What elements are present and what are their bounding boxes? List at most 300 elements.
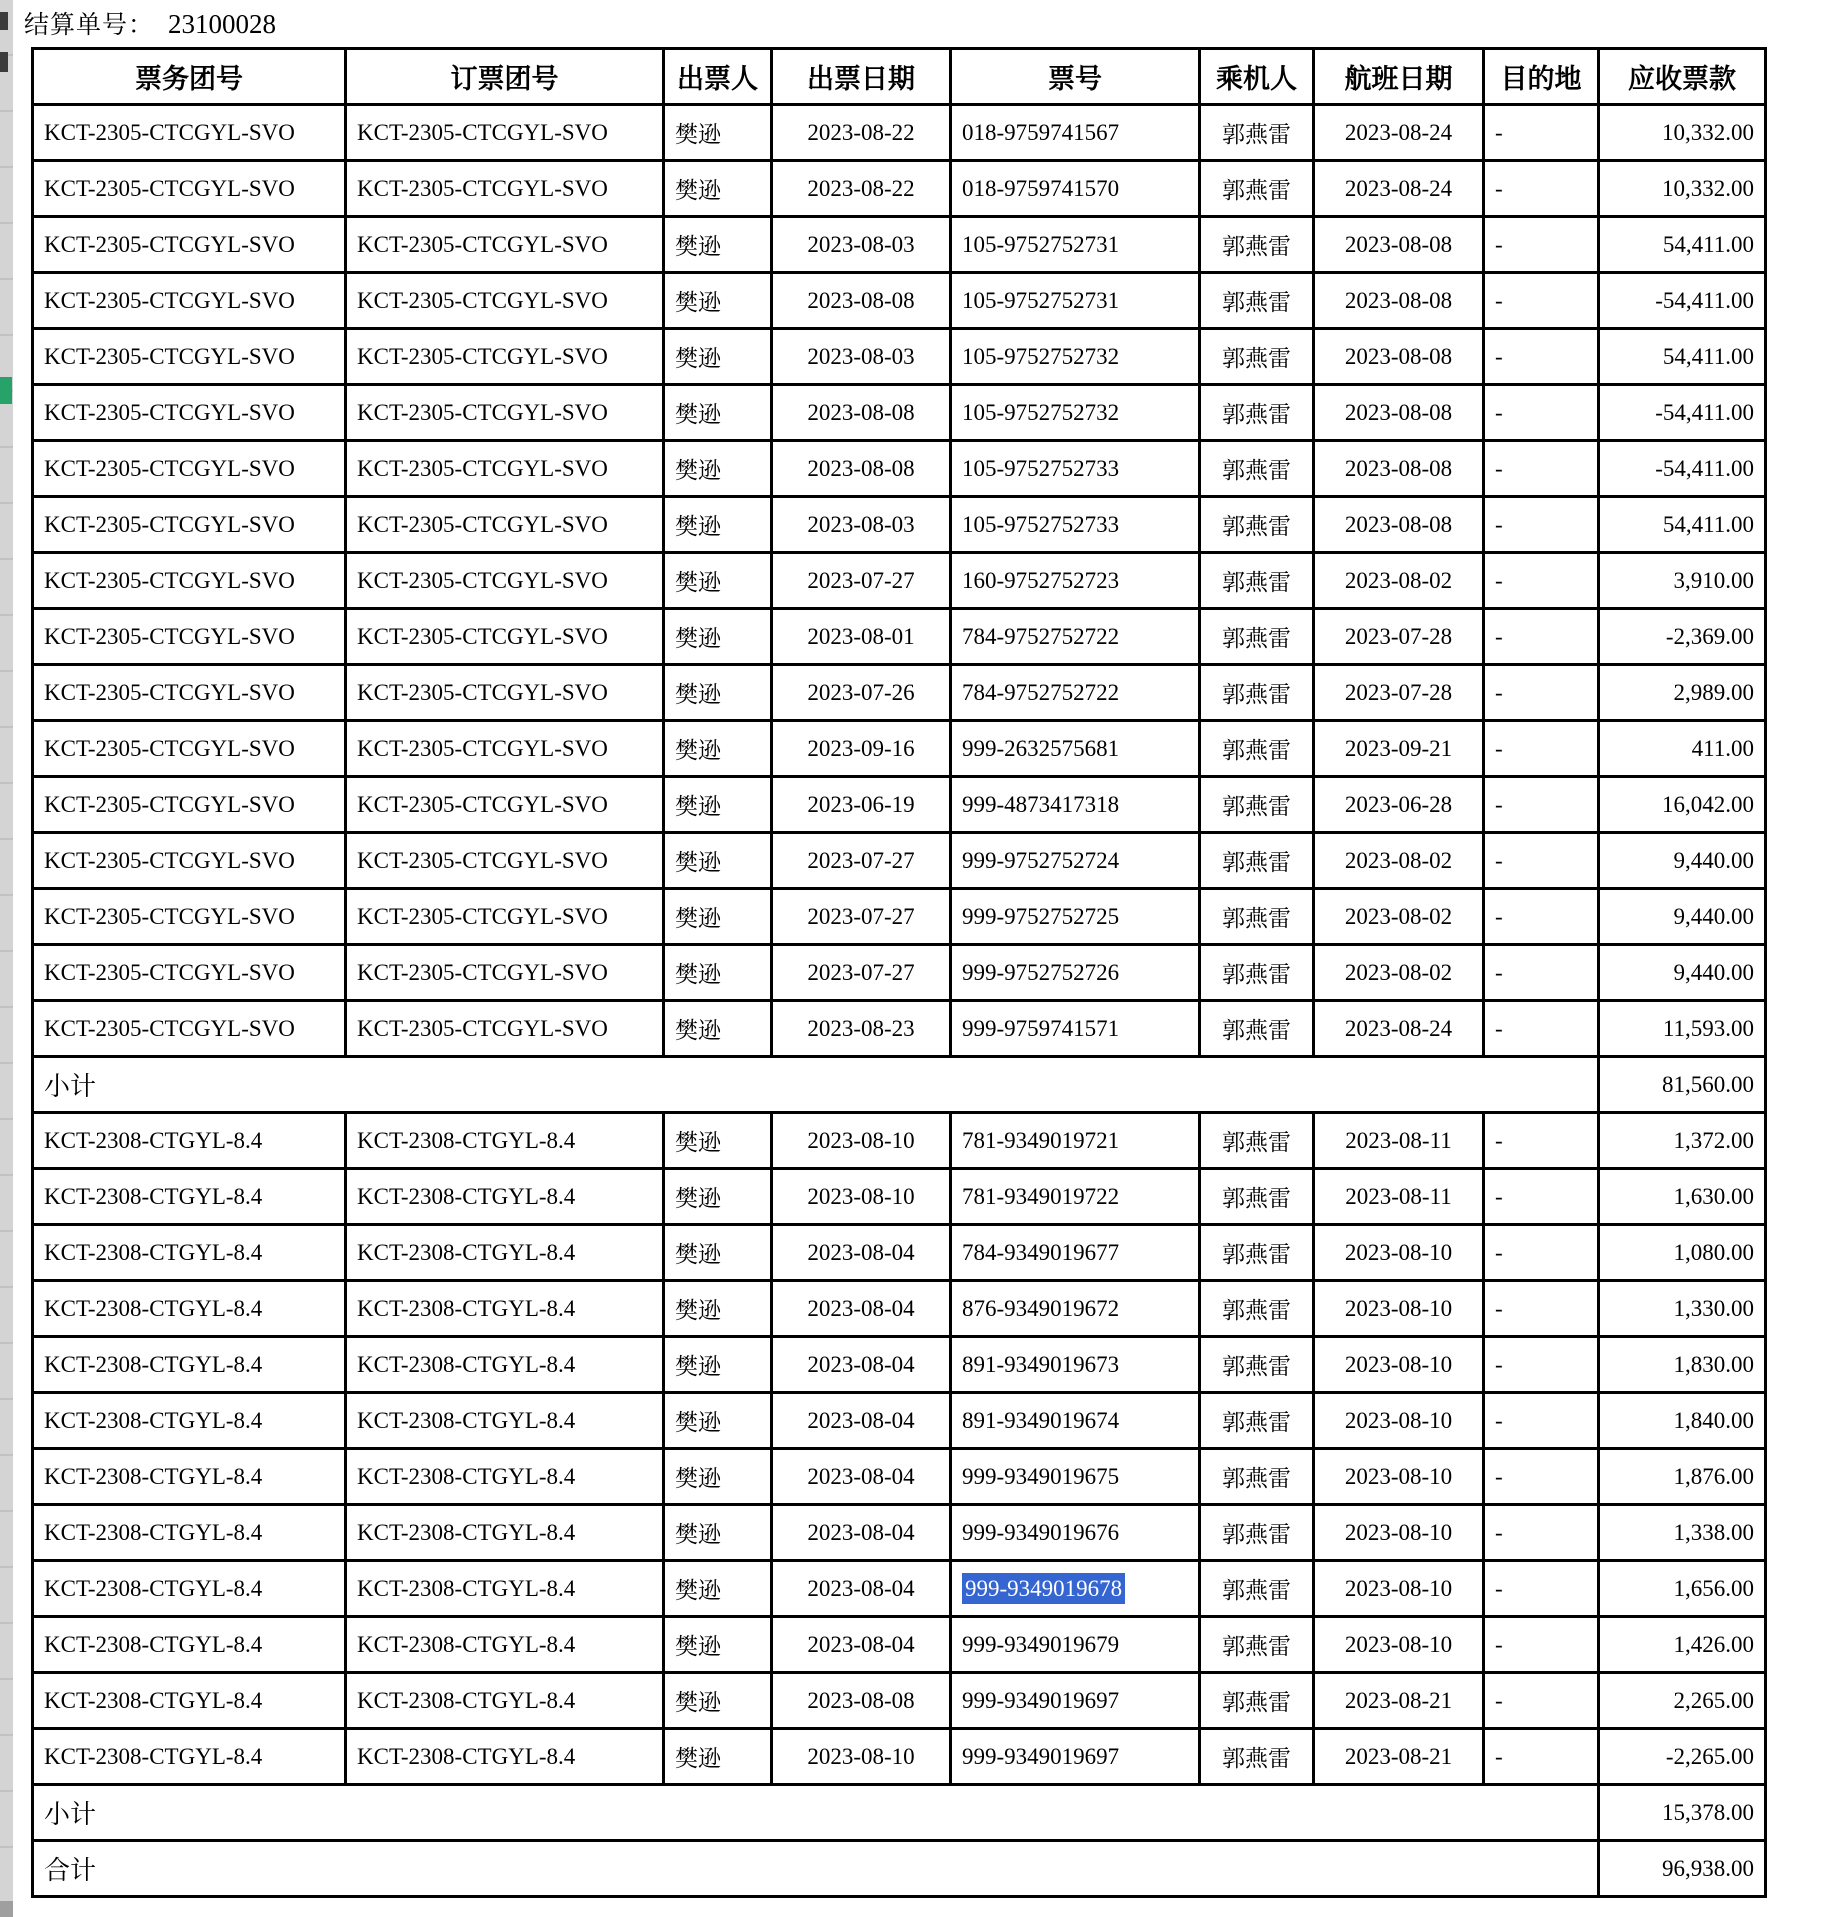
- cell-flight-date[interactable]: 2023-08-02: [1314, 833, 1484, 889]
- cell-ticket-no[interactable]: 781-9349019722: [951, 1169, 1200, 1225]
- cell-destination[interactable]: -: [1484, 161, 1599, 217]
- cell-passenger[interactable]: 郭燕雷: [1200, 1225, 1314, 1281]
- cell-ticket-group-no[interactable]: KCT-2305-CTCGYL-SVO: [33, 105, 346, 161]
- cell-booking-group-no[interactable]: KCT-2305-CTCGYL-SVO: [346, 105, 664, 161]
- table-row: [33, 385, 1766, 441]
- cell-passenger[interactable]: 郭燕雷: [1200, 1673, 1314, 1729]
- cell-ticket-no[interactable]: 876-9349019672: [951, 1281, 1200, 1337]
- cell-booking-group-no[interactable]: KCT-2308-CTGYL-8.4: [346, 1281, 664, 1337]
- cell-ticket-no[interactable]: 160-9752752723: [951, 553, 1200, 609]
- cell-destination[interactable]: -: [1484, 273, 1599, 329]
- cell-amount[interactable]: 54,411.00: [1599, 217, 1766, 273]
- cell-destination[interactable]: -: [1484, 553, 1599, 609]
- cell-amount[interactable]: 1,840.00: [1599, 1393, 1766, 1449]
- cell-booking-group-no[interactable]: KCT-2308-CTGYL-8.4: [346, 1225, 664, 1281]
- cell-booking-group-no[interactable]: KCT-2308-CTGYL-8.4: [346, 1393, 664, 1449]
- cell-destination[interactable]: -: [1484, 777, 1599, 833]
- cell-flight-date[interactable]: 2023-08-24: [1314, 105, 1484, 161]
- cell-ticket-group-no[interactable]: KCT-2308-CTGYL-8.4: [33, 1617, 346, 1673]
- cell-flight-date[interactable]: 2023-06-28: [1314, 777, 1484, 833]
- cell-destination[interactable]: -: [1484, 665, 1599, 721]
- cell-issue-date[interactable]: 2023-08-04: [772, 1505, 951, 1561]
- cell-booking-group-no[interactable]: KCT-2305-CTCGYL-SVO: [346, 777, 664, 833]
- column-header-flight-date[interactable]: 航班日期: [1314, 49, 1484, 105]
- cell-passenger[interactable]: 郭燕雷: [1200, 1337, 1314, 1393]
- cell-passenger[interactable]: 郭燕雷: [1200, 441, 1314, 497]
- table-row: [33, 1281, 1766, 1337]
- cell-destination[interactable]: -: [1484, 217, 1599, 273]
- background-glyph-fragment: [0, 12, 8, 30]
- cell-passenger[interactable]: 郭燕雷: [1200, 385, 1314, 441]
- table-row: [33, 1673, 1766, 1729]
- cell-flight-date[interactable]: 2023-08-10: [1314, 1505, 1484, 1561]
- cell-flight-date[interactable]: 2023-07-28: [1314, 609, 1484, 665]
- cell-amount[interactable]: 1,080.00: [1599, 1225, 1766, 1281]
- column-header-passenger[interactable]: 乘机人: [1200, 49, 1314, 105]
- table-row: [33, 273, 1766, 329]
- cell-flight-date[interactable]: 2023-08-10: [1314, 1281, 1484, 1337]
- cell-issuer[interactable]: 樊逊: [664, 329, 772, 385]
- cell-booking-group-no[interactable]: KCT-2305-CTCGYL-SVO: [346, 273, 664, 329]
- cell-passenger[interactable]: 郭燕雷: [1200, 1449, 1314, 1505]
- cell-destination[interactable]: -: [1484, 1505, 1599, 1561]
- cell-issue-date[interactable]: 2023-08-08: [772, 1673, 951, 1729]
- cell-passenger[interactable]: 郭燕雷: [1200, 609, 1314, 665]
- background-strip-bottom: [0, 1901, 13, 1917]
- cell-passenger[interactable]: 郭燕雷: [1200, 665, 1314, 721]
- cell-destination[interactable]: -: [1484, 1225, 1599, 1281]
- cell-destination[interactable]: -: [1484, 721, 1599, 777]
- cell-issuer[interactable]: 樊逊: [664, 1001, 772, 1057]
- cell-ticket-group-no[interactable]: KCT-2308-CTGYL-8.4: [33, 1281, 346, 1337]
- cell-passenger[interactable]: 郭燕雷: [1200, 1113, 1314, 1169]
- cell-issuer[interactable]: 樊逊: [664, 1281, 772, 1337]
- cell-booking-group-no[interactable]: KCT-2308-CTGYL-8.4: [346, 1729, 664, 1785]
- cell-issuer[interactable]: 樊逊: [664, 385, 772, 441]
- settlement-number-value: 23100028: [168, 9, 277, 39]
- cell-issue-date[interactable]: 2023-07-27: [772, 553, 951, 609]
- cell-destination[interactable]: -: [1484, 1169, 1599, 1225]
- cell-passenger[interactable]: 郭燕雷: [1200, 1001, 1314, 1057]
- column-header-ticket-no[interactable]: 票号: [951, 49, 1200, 105]
- cell-amount[interactable]: 1,830.00: [1599, 1337, 1766, 1393]
- cell-issuer[interactable]: 樊逊: [664, 665, 772, 721]
- cell-booking-group-no[interactable]: KCT-2305-CTCGYL-SVO: [346, 889, 664, 945]
- cell-flight-date[interactable]: 2023-08-10: [1314, 1393, 1484, 1449]
- cell-issue-date[interactable]: 2023-08-03: [772, 329, 951, 385]
- cell-issue-date[interactable]: 2023-07-27: [772, 945, 951, 1001]
- cell-booking-group-no[interactable]: KCT-2305-CTCGYL-SVO: [346, 217, 664, 273]
- cell-issue-date[interactable]: 2023-08-04: [772, 1561, 951, 1617]
- cell-destination[interactable]: -: [1484, 1281, 1599, 1337]
- cell-amount[interactable]: 11,593.00: [1599, 1001, 1766, 1057]
- cell-ticket-no[interactable]: 999-9349019679: [951, 1617, 1200, 1673]
- cell-issuer[interactable]: 樊逊: [664, 721, 772, 777]
- cell-issuer[interactable]: 樊逊: [664, 1225, 772, 1281]
- cell-ticket-group-no[interactable]: KCT-2305-CTCGYL-SVO: [33, 497, 346, 553]
- cell-passenger[interactable]: 郭燕雷: [1200, 161, 1314, 217]
- cell-flight-date[interactable]: 2023-08-02: [1314, 553, 1484, 609]
- cell-issuer[interactable]: 樊逊: [664, 1393, 772, 1449]
- cell-ticket-group-no[interactable]: KCT-2305-CTCGYL-SVO: [33, 385, 346, 441]
- cell-ticket-group-no[interactable]: KCT-2305-CTCGYL-SVO: [33, 889, 346, 945]
- cell-passenger[interactable]: 郭燕雷: [1200, 1561, 1314, 1617]
- table-row: [33, 1113, 1766, 1169]
- cell-passenger[interactable]: 郭燕雷: [1200, 497, 1314, 553]
- cell-destination[interactable]: -: [1484, 1729, 1599, 1785]
- background-green-mark: [0, 377, 12, 404]
- cell-flight-date[interactable]: 2023-08-02: [1314, 889, 1484, 945]
- total-row-amount[interactable]: 96,938.00: [1599, 1841, 1766, 1897]
- cell-ticket-no[interactable]: 105-9752752732: [951, 329, 1200, 385]
- column-header-destination[interactable]: 目的地: [1484, 49, 1599, 105]
- cell-issue-date[interactable]: 2023-06-19: [772, 777, 951, 833]
- cell-passenger[interactable]: 郭燕雷: [1200, 217, 1314, 273]
- subtotal-row-amount[interactable]: 81,560.00: [1599, 1057, 1766, 1113]
- cell-booking-group-no[interactable]: KCT-2308-CTGYL-8.4: [346, 1673, 664, 1729]
- cell-passenger[interactable]: 郭燕雷: [1200, 329, 1314, 385]
- cell-issue-date[interactable]: 2023-07-27: [772, 889, 951, 945]
- cell-destination[interactable]: -: [1484, 497, 1599, 553]
- cell-issue-date[interactable]: 2023-08-08: [772, 441, 951, 497]
- settlement-number-label: 结算单号：: [24, 11, 155, 39]
- cell-amount[interactable]: 1,426.00: [1599, 1617, 1766, 1673]
- cell-ticket-no[interactable]: 999-9349019676: [951, 1505, 1200, 1561]
- cell-issue-date[interactable]: 2023-08-23: [772, 1001, 951, 1057]
- cell-issue-date[interactable]: 2023-08-10: [772, 1729, 951, 1785]
- cell-passenger[interactable]: 郭燕雷: [1200, 1505, 1314, 1561]
- cell-flight-date[interactable]: 2023-08-08: [1314, 497, 1484, 553]
- cell-issuer[interactable]: 樊逊: [664, 609, 772, 665]
- cell-issue-date[interactable]: 2023-08-04: [772, 1225, 951, 1281]
- cell-ticket-no[interactable]: 105-9752752733: [951, 441, 1200, 497]
- column-header-issue-date[interactable]: 出票日期: [772, 49, 951, 105]
- cell-passenger[interactable]: 郭燕雷: [1200, 1281, 1314, 1337]
- cell-ticket-group-no[interactable]: KCT-2305-CTCGYL-SVO: [33, 161, 346, 217]
- subtotal-row-label[interactable]: 小计: [33, 1057, 1599, 1113]
- cell-flight-date[interactable]: 2023-07-28: [1314, 665, 1484, 721]
- cell-ticket-group-no[interactable]: KCT-2308-CTGYL-8.4: [33, 1225, 346, 1281]
- subtotal-row-amount[interactable]: 15,378.00: [1599, 1785, 1766, 1841]
- cell-amount[interactable]: 1,656.00: [1599, 1561, 1766, 1617]
- cell-passenger[interactable]: 郭燕雷: [1200, 889, 1314, 945]
- table-row: [33, 217, 1766, 273]
- cell-ticket-no[interactable]: 784-9752752722: [951, 665, 1200, 721]
- cell-ticket-no[interactable]: 999-9752752726: [951, 945, 1200, 1001]
- cell-issuer[interactable]: 樊逊: [664, 1617, 772, 1673]
- table-row: [33, 833, 1766, 889]
- table-row: [33, 777, 1766, 833]
- cell-amount[interactable]: 9,440.00: [1599, 889, 1766, 945]
- cell-passenger[interactable]: 郭燕雷: [1200, 1617, 1314, 1673]
- cell-flight-date[interactable]: 2023-08-21: [1314, 1673, 1484, 1729]
- cell-flight-date[interactable]: 2023-08-08: [1314, 329, 1484, 385]
- cell-flight-date[interactable]: 2023-08-11: [1314, 1113, 1484, 1169]
- cell-issue-date[interactable]: 2023-08-04: [772, 1617, 951, 1673]
- cell-ticket-no[interactable]: 999-4873417318: [951, 777, 1200, 833]
- cell-amount[interactable]: 10,332.00: [1599, 161, 1766, 217]
- cell-destination[interactable]: -: [1484, 945, 1599, 1001]
- cell-ticket-group-no[interactable]: KCT-2305-CTCGYL-SVO: [33, 777, 346, 833]
- cell-ticket-group-no[interactable]: KCT-2305-CTCGYL-SVO: [33, 441, 346, 497]
- cell-issuer[interactable]: 樊逊: [664, 889, 772, 945]
- cell-ticket-group-no[interactable]: KCT-2308-CTGYL-8.4: [33, 1449, 346, 1505]
- cell-ticket-no[interactable]: 999-9752752724: [951, 833, 1200, 889]
- cell-ticket-no[interactable]: 018-9759741570: [951, 161, 1200, 217]
- cell-flight-date[interactable]: 2023-08-08: [1314, 217, 1484, 273]
- cell-flight-date[interactable]: 2023-08-02: [1314, 945, 1484, 1001]
- cell-ticket-no[interactable]: 784-9349019677: [951, 1225, 1200, 1281]
- cell-issue-date[interactable]: 2023-08-22: [772, 105, 951, 161]
- cell-issue-date[interactable]: 2023-08-04: [772, 1449, 951, 1505]
- cell-issuer[interactable]: 樊逊: [664, 553, 772, 609]
- cell-destination[interactable]: -: [1484, 329, 1599, 385]
- cell-passenger[interactable]: 郭燕雷: [1200, 553, 1314, 609]
- background-glyph-fragment: [0, 52, 8, 72]
- cell-booking-group-no[interactable]: KCT-2308-CTGYL-8.4: [346, 1449, 664, 1505]
- cell-amount[interactable]: -2,369.00: [1599, 609, 1766, 665]
- cell-flight-date[interactable]: 2023-08-21: [1314, 1729, 1484, 1785]
- cell-issuer[interactable]: 樊逊: [664, 217, 772, 273]
- cell-passenger[interactable]: 郭燕雷: [1200, 945, 1314, 1001]
- table-row: [33, 553, 1766, 609]
- cell-destination[interactable]: -: [1484, 1449, 1599, 1505]
- cell-issue-date[interactable]: 2023-08-04: [772, 1281, 951, 1337]
- cell-amount[interactable]: 1,330.00: [1599, 1281, 1766, 1337]
- cell-issuer[interactable]: 樊逊: [664, 777, 772, 833]
- cell-ticket-group-no[interactable]: KCT-2305-CTCGYL-SVO: [33, 609, 346, 665]
- cell-ticket-no[interactable]: 999-9759741571: [951, 1001, 1200, 1057]
- cell-booking-group-no[interactable]: KCT-2305-CTCGYL-SVO: [346, 945, 664, 1001]
- cell-ticket-group-no[interactable]: KCT-2308-CTGYL-8.4: [33, 1673, 346, 1729]
- cell-booking-group-no[interactable]: KCT-2308-CTGYL-8.4: [346, 1561, 664, 1617]
- cell-destination[interactable]: -: [1484, 441, 1599, 497]
- cell-booking-group-no[interactable]: KCT-2305-CTCGYL-SVO: [346, 497, 664, 553]
- cell-ticket-group-no[interactable]: KCT-2305-CTCGYL-SVO: [33, 273, 346, 329]
- cell-passenger[interactable]: 郭燕雷: [1200, 273, 1314, 329]
- table-row: [33, 889, 1766, 945]
- cell-ticket-group-no[interactable]: KCT-2305-CTCGYL-SVO: [33, 217, 346, 273]
- column-header-issuer[interactable]: 出票人: [664, 49, 772, 105]
- cell-flight-date[interactable]: 2023-08-08: [1314, 273, 1484, 329]
- cell-issue-date[interactable]: 2023-08-10: [772, 1113, 951, 1169]
- table-row: [33, 721, 1766, 777]
- cell-booking-group-no[interactable]: KCT-2308-CTGYL-8.4: [346, 1505, 664, 1561]
- cell-ticket-group-no[interactable]: KCT-2305-CTCGYL-SVO: [33, 833, 346, 889]
- cell-ticket-group-no[interactable]: KCT-2305-CTCGYL-SVO: [33, 945, 346, 1001]
- cell-flight-date[interactable]: 2023-08-24: [1314, 1001, 1484, 1057]
- cell-amount[interactable]: 1,372.00: [1599, 1113, 1766, 1169]
- cell-amount[interactable]: 9,440.00: [1599, 945, 1766, 1001]
- cell-destination[interactable]: -: [1484, 385, 1599, 441]
- cell-booking-group-no[interactable]: KCT-2308-CTGYL-8.4: [346, 1113, 664, 1169]
- cell-ticket-group-no[interactable]: KCT-2308-CTGYL-8.4: [33, 1729, 346, 1785]
- cell-issue-date[interactable]: 2023-08-03: [772, 217, 951, 273]
- cell-issuer[interactable]: 樊逊: [664, 1561, 772, 1617]
- cell-destination[interactable]: -: [1484, 1673, 1599, 1729]
- cell-amount[interactable]: 1,876.00: [1599, 1449, 1766, 1505]
- cell-ticket-group-no[interactable]: KCT-2308-CTGYL-8.4: [33, 1113, 346, 1169]
- cell-ticket-no[interactable]: 105-9752752731: [951, 217, 1200, 273]
- cell-amount[interactable]: 16,042.00: [1599, 777, 1766, 833]
- cell-ticket-group-no[interactable]: KCT-2308-CTGYL-8.4: [33, 1337, 346, 1393]
- cell-ticket-no[interactable]: 999-9752752725: [951, 889, 1200, 945]
- cell-destination[interactable]: -: [1484, 889, 1599, 945]
- cell-amount[interactable]: 54,411.00: [1599, 329, 1766, 385]
- cell-issue-date[interactable]: 2023-09-16: [772, 721, 951, 777]
- table-row: [33, 1001, 1766, 1057]
- cell-destination[interactable]: -: [1484, 1617, 1599, 1673]
- cell-amount[interactable]: -54,411.00: [1599, 385, 1766, 441]
- cell-amount[interactable]: 1,630.00: [1599, 1169, 1766, 1225]
- cell-booking-group-no[interactable]: KCT-2305-CTCGYL-SVO: [346, 1001, 664, 1057]
- cell-issuer[interactable]: 樊逊: [664, 497, 772, 553]
- cell-booking-group-no[interactable]: KCT-2308-CTGYL-8.4: [346, 1169, 664, 1225]
- cell-destination[interactable]: -: [1484, 1561, 1599, 1617]
- cell-passenger[interactable]: 郭燕雷: [1200, 105, 1314, 161]
- cell-issuer[interactable]: 樊逊: [664, 161, 772, 217]
- cell-amount[interactable]: 2,265.00: [1599, 1673, 1766, 1729]
- cell-amount[interactable]: 411.00: [1599, 721, 1766, 777]
- cell-ticket-group-no[interactable]: KCT-2308-CTGYL-8.4: [33, 1169, 346, 1225]
- cell-destination[interactable]: -: [1484, 1113, 1599, 1169]
- cell-ticket-no[interactable]: 105-9752752731: [951, 273, 1200, 329]
- cell-ticket-no[interactable]: 105-9752752733: [951, 497, 1200, 553]
- cell-amount[interactable]: 54,411.00: [1599, 497, 1766, 553]
- cell-issue-date[interactable]: 2023-08-08: [772, 273, 951, 329]
- subtotal-row-label[interactable]: 小计: [33, 1785, 1599, 1841]
- cell-ticket-no[interactable]: [951, 1561, 1200, 1617]
- cell-ticket-no[interactable]: 781-9349019721: [951, 1113, 1200, 1169]
- cell-amount[interactable]: 9,440.00: [1599, 833, 1766, 889]
- cell-issuer[interactable]: 樊逊: [664, 105, 772, 161]
- cell-ticket-group-no[interactable]: KCT-2308-CTGYL-8.4: [33, 1505, 346, 1561]
- cell-flight-date[interactable]: 2023-08-08: [1314, 385, 1484, 441]
- cell-flight-date[interactable]: 2023-09-21: [1314, 721, 1484, 777]
- cell-ticket-group-no[interactable]: KCT-2305-CTCGYL-SVO: [33, 329, 346, 385]
- cell-amount[interactable]: -2,265.00: [1599, 1729, 1766, 1785]
- cell-flight-date[interactable]: 2023-08-10: [1314, 1337, 1484, 1393]
- cell-issuer[interactable]: 樊逊: [664, 833, 772, 889]
- cell-booking-group-no[interactable]: KCT-2305-CTCGYL-SVO: [346, 609, 664, 665]
- cell-ticket-group-no[interactable]: KCT-2308-CTGYL-8.4: [33, 1561, 346, 1617]
- cell-ticket-no[interactable]: 999-9349019697: [951, 1729, 1200, 1785]
- cell-ticket-group-no[interactable]: KCT-2305-CTCGYL-SVO: [33, 721, 346, 777]
- cell-destination[interactable]: -: [1484, 609, 1599, 665]
- cell-issue-date[interactable]: 2023-08-22: [772, 161, 951, 217]
- cell-issue-date[interactable]: 2023-08-04: [772, 1393, 951, 1449]
- cell-issue-date[interactable]: 2023-08-01: [772, 609, 951, 665]
- column-header-amount[interactable]: 应收票款: [1599, 49, 1766, 105]
- cell-passenger[interactable]: 郭燕雷: [1200, 777, 1314, 833]
- cell-issuer[interactable]: 樊逊: [664, 1673, 772, 1729]
- cell-issue-date[interactable]: 2023-07-26: [772, 665, 951, 721]
- cell-flight-date[interactable]: 2023-08-10: [1314, 1225, 1484, 1281]
- cell-destination[interactable]: -: [1484, 833, 1599, 889]
- cell-issuer[interactable]: 樊逊: [664, 1169, 772, 1225]
- cell-ticket-no[interactable]: 891-9349019673: [951, 1337, 1200, 1393]
- cell-issuer[interactable]: 樊逊: [664, 1729, 772, 1785]
- cell-destination[interactable]: -: [1484, 1001, 1599, 1057]
- cell-ticket-no[interactable]: 891-9349019674: [951, 1393, 1200, 1449]
- cell-passenger[interactable]: 郭燕雷: [1200, 721, 1314, 777]
- cell-issuer[interactable]: 樊逊: [664, 273, 772, 329]
- cell-amount[interactable]: 2,989.00: [1599, 665, 1766, 721]
- cell-booking-group-no[interactable]: KCT-2305-CTCGYL-SVO: [346, 665, 664, 721]
- cell-flight-date[interactable]: 2023-08-08: [1314, 441, 1484, 497]
- cell-issue-date[interactable]: 2023-08-08: [772, 385, 951, 441]
- cell-destination[interactable]: -: [1484, 105, 1599, 161]
- cell-amount[interactable]: 10,332.00: [1599, 105, 1766, 161]
- cell-ticket-no[interactable]: 999-2632575681: [951, 721, 1200, 777]
- cell-booking-group-no[interactable]: KCT-2305-CTCGYL-SVO: [346, 329, 664, 385]
- cell-flight-date[interactable]: 2023-08-24: [1314, 161, 1484, 217]
- cell-ticket-no[interactable]: 018-9759741567: [951, 105, 1200, 161]
- cell-flight-date[interactable]: 2023-08-11: [1314, 1169, 1484, 1225]
- table-row: [33, 945, 1766, 1001]
- background-window-strip[interactable]: [0, 0, 14, 1917]
- table-row: [33, 1729, 1766, 1785]
- cell-issuer[interactable]: 樊逊: [664, 441, 772, 497]
- cell-booking-group-no[interactable]: KCT-2305-CTCGYL-SVO: [346, 441, 664, 497]
- column-header-booking-group[interactable]: 订票团号: [346, 49, 664, 105]
- cell-flight-date[interactable]: 2023-08-10: [1314, 1561, 1484, 1617]
- cell-issuer[interactable]: 樊逊: [664, 945, 772, 1001]
- cell-ticket-no[interactable]: 999-9349019697: [951, 1673, 1200, 1729]
- cell-booking-group-no[interactable]: KCT-2305-CTCGYL-SVO: [346, 161, 664, 217]
- cell-ticket-no[interactable]: 999-9349019675: [951, 1449, 1200, 1505]
- cell-ticket-group-no[interactable]: KCT-2308-CTGYL-8.4: [33, 1393, 346, 1449]
- cell-issuer[interactable]: 樊逊: [664, 1505, 772, 1561]
- cell-amount[interactable]: 3,910.00: [1599, 553, 1766, 609]
- cell-issue-date[interactable]: 2023-08-03: [772, 497, 951, 553]
- cell-issuer[interactable]: 樊逊: [664, 1337, 772, 1393]
- cell-amount[interactable]: 1,338.00: [1599, 1505, 1766, 1561]
- cell-ticket-group-no[interactable]: KCT-2305-CTCGYL-SVO: [33, 553, 346, 609]
- cell-passenger[interactable]: 郭燕雷: [1200, 1393, 1314, 1449]
- cell-destination[interactable]: -: [1484, 1393, 1599, 1449]
- cell-issuer[interactable]: 樊逊: [664, 1113, 772, 1169]
- cell-destination[interactable]: -: [1484, 1337, 1599, 1393]
- cell-booking-group-no[interactable]: KCT-2305-CTCGYL-SVO: [346, 833, 664, 889]
- cell-flight-date[interactable]: 2023-08-10: [1314, 1449, 1484, 1505]
- cell-booking-group-no[interactable]: KCT-2305-CTCGYL-SVO: [346, 721, 664, 777]
- total-row-label[interactable]: 合计: [33, 1841, 1599, 1897]
- cell-amount[interactable]: -54,411.00: [1599, 441, 1766, 497]
- cell-issue-date[interactable]: 2023-08-10: [772, 1169, 951, 1225]
- cell-ticket-group-no[interactable]: KCT-2305-CTCGYL-SVO: [33, 665, 346, 721]
- cell-ticket-group-no[interactable]: KCT-2305-CTCGYL-SVO: [33, 1001, 346, 1057]
- cell-ticket-no[interactable]: 784-9752752722: [951, 609, 1200, 665]
- table-row: [33, 1337, 1766, 1393]
- cell-booking-group-no[interactable]: KCT-2308-CTGYL-8.4: [346, 1337, 664, 1393]
- cell-booking-group-no[interactable]: KCT-2305-CTCGYL-SVO: [346, 553, 664, 609]
- cell-amount[interactable]: -54,411.00: [1599, 273, 1766, 329]
- table-row: [33, 1169, 1766, 1225]
- cell-passenger[interactable]: 郭燕雷: [1200, 833, 1314, 889]
- cell-passenger[interactable]: 郭燕雷: [1200, 1729, 1314, 1785]
- cell-issue-date[interactable]: 2023-07-27: [772, 833, 951, 889]
- cell-passenger[interactable]: 郭燕雷: [1200, 1169, 1314, 1225]
- cell-booking-group-no[interactable]: KCT-2305-CTCGYL-SVO: [346, 385, 664, 441]
- settlement-report: [13, 0, 1828, 1917]
- cell-ticket-no[interactable]: 105-9752752732: [951, 385, 1200, 441]
- column-header-ticket-group[interactable]: 票务团号: [33, 49, 346, 105]
- cell-booking-group-no[interactable]: KCT-2308-CTGYL-8.4: [346, 1617, 664, 1673]
- cell-flight-date[interactable]: 2023-08-10: [1314, 1617, 1484, 1673]
- cell-issue-date[interactable]: 2023-08-04: [772, 1337, 951, 1393]
- cell-issuer[interactable]: 樊逊: [664, 1449, 772, 1505]
